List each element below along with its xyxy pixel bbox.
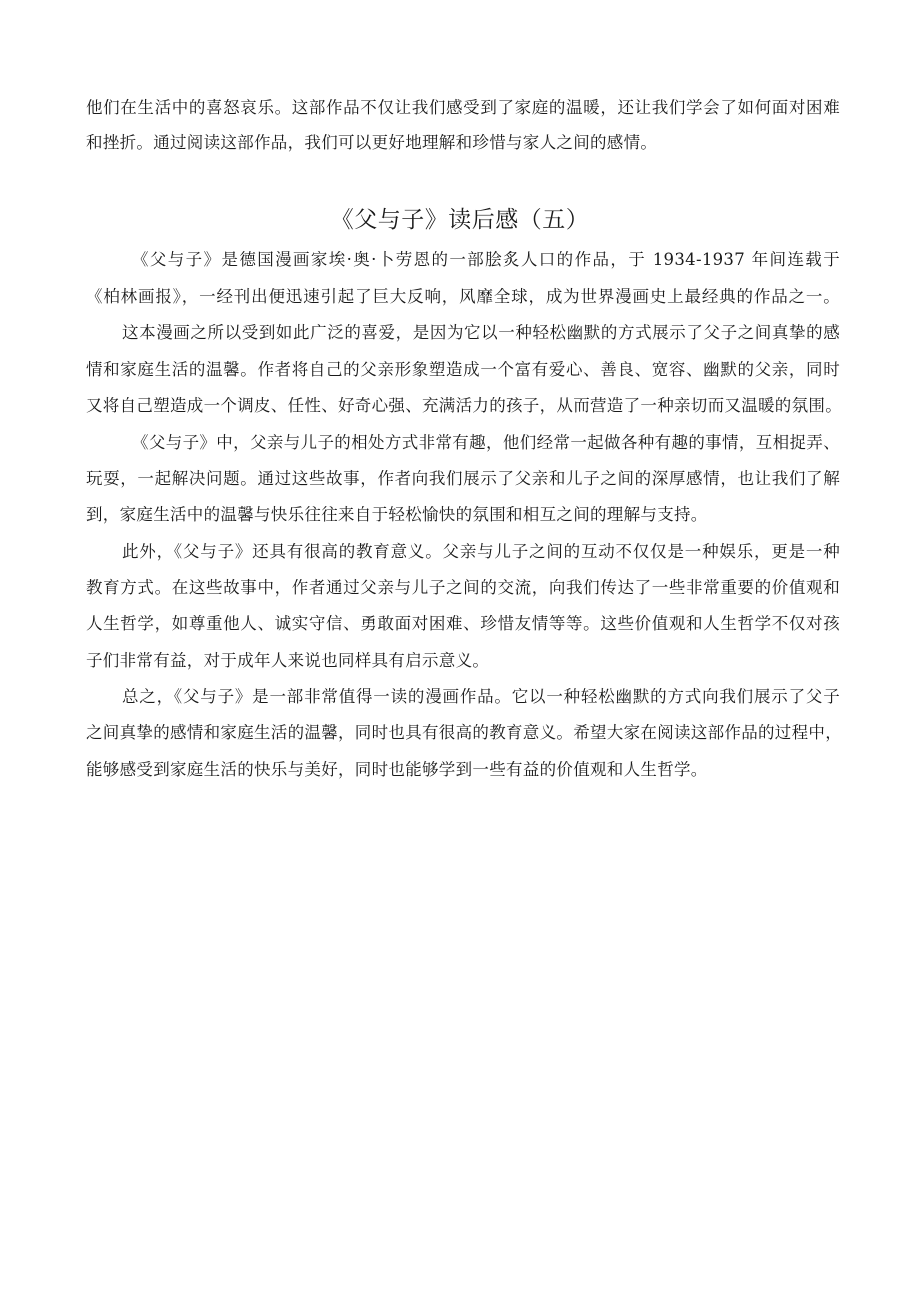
continuation-line-1: 他们在生活中的喜怒哀乐。这部作品不仅让我们感受到了家庭的温暖，还让我们学会了如何面对困难: [86, 98, 840, 117]
paragraph-5-line-3: 能够感受到家庭生活的快乐与美好，同时也能够学到一些有益的价值观和人生哲学。: [86, 760, 708, 779]
paragraph-5-line-2: 之间真挚的感情和家庭生活的温馨，同时也具有很高的教育意义。希望大家在阅读这部作品的过程中，: [86, 723, 842, 742]
paragraph-3-line-3: 到，家庭生活中的温馨与快乐往往来自于轻松愉快的氛围和相互之间的理解与支持。: [86, 505, 708, 524]
paragraph-1-line-1: 《父与子》是德国漫画家埃·奥·卜劳恩的一部脍炙人口的作品，于 1934-1937 年间连载于: [132, 250, 840, 269]
paragraph-2-line-2: 情和家庭生活的温馨。作者将自己的父亲形象塑造成一个富有爱心、善良、宽容、幽默的父亲，同时: [86, 360, 840, 379]
paragraph-1-line-2: 《柏林画报》，一经刊出便迅速引起了巨大反响，风靡全球，成为世界漫画史上最经典的作品之一。: [86, 287, 840, 306]
paragraph-4-line-1: 此外，《父与子》还具有很高的教育意义。父亲与儿子之间的互动不仅仅是一种娱乐，更是一种: [122, 542, 840, 561]
paragraph-3-line-1: 《父与子》中，父亲与儿子的相处方式非常有趣，他们经常一起做各种有趣的事情，互相捉弄、: [132, 433, 840, 452]
paragraph-2-line-1: 这本漫画之所以受到如此广泛的喜爱，是因为它以一种轻松幽默的方式展示了父子之间真挚的感: [122, 323, 840, 342]
paragraph-5-line-1: 总之，《父与子》是一部非常值得一读的漫画作品。它以一种轻松幽默的方式向我们展示了父子: [122, 687, 840, 706]
paragraph-3-line-2: 玩耍，一起解决问题。通过这些故事，作者向我们展示了父亲和儿子之间的深厚感情，也让我们了解: [86, 469, 840, 488]
paragraph-4-line-3: 人生哲学，如尊重他人、诚实守信、勇敢面对困难、珍惜友情等等。这些价值观和人生哲学不仅对孩: [86, 614, 840, 633]
section-title: 《父与子》读后感（五）: [330, 207, 590, 233]
paragraph-2-line-3: 又将自己塑造成一个调皮、任性、好奇心强、充满活力的孩子，从而营造了一种亲切而又温暖的氛围。: [86, 396, 842, 415]
paragraph-4-line-4: 子们非常有益，对于成年人来说也同样具有启示意义。: [86, 651, 490, 670]
paragraph-4-line-2: 教育方式。在这些故事中，作者通过父亲与儿子之间的交流，向我们传达了一些非常重要的价值观和: [86, 578, 840, 597]
continuation-line-2: 和挫折。通过阅读这部作品，我们可以更好地理解和珍惜与家人之间的感情。: [86, 133, 658, 152]
